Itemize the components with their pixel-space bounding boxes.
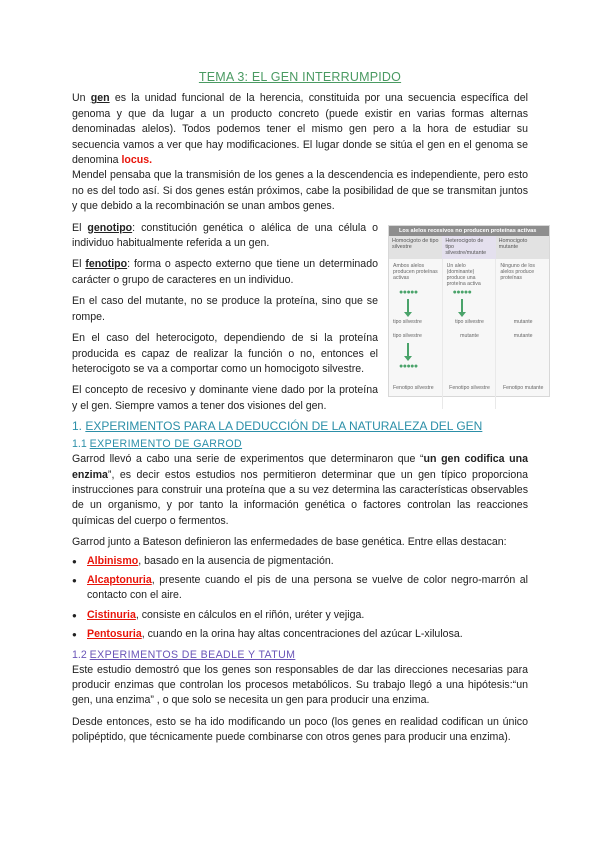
text: : constitución genética o alélica de una célula o individuo habitualmente referida a un gen. (72, 221, 378, 250)
recesivo-paragraph: El concepto de recesivo y dominante viene dado por la proteína y el gen. Siempre vamos a tener dos visiones del gen. (72, 384, 378, 412)
section-title: EXPERIMENTOS PARA LA DEDUCCIÓN DE LA NATURALEZA DEL GEN (85, 419, 483, 434)
figure-body (389, 259, 549, 409)
bateson-paragraph: Garrod junto a Bateson definieron las enfermedades de base genética. Entre ellas destacan: (72, 536, 507, 549)
protein-icon: ●●●●● (452, 288, 472, 296)
figure-col-head: Heterocigoto de tipo silvestre/mutante (442, 236, 495, 259)
figure-col-head: Homocigoto de tipo silvestre (389, 236, 442, 259)
subsection-heading-beadle (72, 647, 528, 663)
term-genotipo: genotipo (87, 221, 133, 234)
protein-icon: ●●●●● (399, 362, 418, 370)
disease-desc: , cuando en la orina hay altas concentraciones del azúcar L-xilulosa. (141, 628, 463, 641)
subsection-number: 1.2 (72, 648, 90, 661)
mutante-paragraph: En el caso del mutante, no se produce la proteína, sino que se rompe. (72, 295, 378, 323)
figure-column-heterozygote (443, 259, 497, 409)
arrow-icon (407, 299, 409, 313)
disease-name: Alcaptonuria (87, 573, 152, 586)
genotipo-paragraph (72, 221, 378, 252)
text: : forma o aspecto externo que tiene un determinado carácter o grupo de caracteres en un individuo. (72, 258, 378, 286)
figure-header: Los alelos recesivos no producen proteínas activas (389, 226, 549, 236)
garrod-paragraph (72, 452, 528, 529)
heterocigoto-paragraph: En el caso del heterocigoto, dependiendo de si la proteína producida es capaz de realizar la función o no, entonces el heterocigoto se va a comportar como un homocigoto silvestre. (72, 332, 378, 375)
figure-column-mutant (496, 259, 549, 409)
figure-desc: Ambos alelos producen proteínas activas (393, 262, 438, 282)
beadle-paragraph-2: Desde entonces, esto se ha ido modificando un poco (los genes en realidad codifican un único polipéptido, que técnicamente puede combinarse con otros genes para producir una enzima). (72, 715, 528, 744)
beadle-paragraph-1: Este estudio demostró que los genes son responsables de dar las direcciones necesarias para producir enzimas que controlan los procesos metabólicos. Su trabajo llegó a una hipótesis:“un gen, una enzima” , o que solo se necesita un gen para producir una enzima. (72, 663, 528, 707)
disease-desc: , basado en la ausencia de pigmentación. (138, 554, 334, 567)
arrow-icon (407, 343, 409, 357)
figure-column-heads (389, 236, 549, 259)
text: Un (72, 92, 91, 105)
page-title: TEMA 3: EL GEN INTERRUMPIDO (198, 70, 402, 84)
disease-name: Pentosuria (87, 628, 142, 641)
disease-desc: , presente cuando el pis de una persona se vuelve de color negro-marrón al contacto con el aire. (87, 573, 528, 602)
term-fenotipo: fenotipo (85, 258, 128, 271)
protein-icon: ●●●●● (399, 288, 418, 296)
figure-desc: Un alelo (dominante) produce una proteína activa (446, 262, 481, 288)
intro-paragraph-mendel: Mendel pensaba que la transmisión de los genes a la descendencia es independiente, pero esto no es del todo así. Si dos genes están próximos, cabe la posibilidad de que se transmitan juntos y que debido a la recombinación se unan ambos genes. (72, 169, 528, 213)
arrow-icon (461, 299, 463, 313)
figure-column-wildtype (389, 259, 443, 409)
text: El (72, 258, 86, 271)
text: ”, es decir estos estudios nos permitieron determinar que un gen típico proporciona instrucciones para construir una proteína que a su vez determina las características observables de un organismo, y por tanto la información genética o factores controlan las reacciones químicas del cuerpo o fermentos. (72, 468, 528, 527)
fenotipo-paragraph (72, 257, 378, 288)
disease-desc: , consiste en cálculos en el riñón, uréter y vejiga. (135, 608, 365, 621)
figure-phenotype: Fenotipo silvestre (393, 384, 434, 391)
list-item (72, 573, 528, 604)
subsection-number: 1.1 (72, 438, 90, 451)
figure-phenotype: Fenotipo silvestre (449, 384, 490, 391)
text: es la unidad funcional de la herencia, constituida por una secuencia específica del genoma y que da lugar a un producto concreto (puede existir en varias formas alternas denominadas alelos). Todos podemos tener el mismo gen pero a la hora de estudiar su secuencia vamos a ver que hay modificaciones. El lugar donde se sitúa el gen en el genoma se denomina (72, 92, 528, 167)
text: Garrod llevó a cabo una serie de experimentos que determinaron que “ (72, 453, 424, 466)
disease-name: Albinismo (87, 554, 139, 567)
term-locus: locus. (121, 154, 153, 167)
text: El (72, 221, 88, 234)
figure-phenotype: Fenotipo mutante (502, 384, 544, 391)
figure-allele: mutante (513, 318, 533, 325)
figure-col-head: Homocigoto mutante (496, 236, 549, 259)
term-gen: gen (90, 92, 110, 105)
garrod-hypothesis: un gen codifica una enzima (72, 453, 528, 481)
list-item (72, 554, 528, 569)
figure-allele: mutante (460, 332, 479, 339)
subsection-title: EXPERIMENTOS DE BEADLE Y TATUM (89, 648, 296, 661)
figure-desc: Ninguno de los alelos produce proteínas (500, 262, 535, 282)
intro-paragraph-gen (72, 91, 528, 168)
list-item (72, 627, 528, 642)
figure-allele: tipo silvestre (455, 318, 484, 325)
alleles-figure (388, 225, 550, 397)
genotype-section (72, 221, 544, 414)
disease-name: Cistinuria (87, 608, 136, 621)
figure-allele: mutante (513, 332, 533, 339)
genotype-text-column (72, 221, 378, 414)
subsection-heading-garrod (72, 436, 528, 452)
disease-list (72, 554, 528, 643)
figure-allele: tipo silvestre (393, 332, 422, 339)
document-page (72, 70, 544, 746)
subsection-title: EXPERIMENTO DE GARROD (89, 438, 243, 451)
section-heading-1 (72, 418, 528, 435)
figure-allele: tipo silvestre (393, 318, 422, 325)
section-number: 1. (72, 419, 86, 434)
list-item (72, 608, 528, 623)
